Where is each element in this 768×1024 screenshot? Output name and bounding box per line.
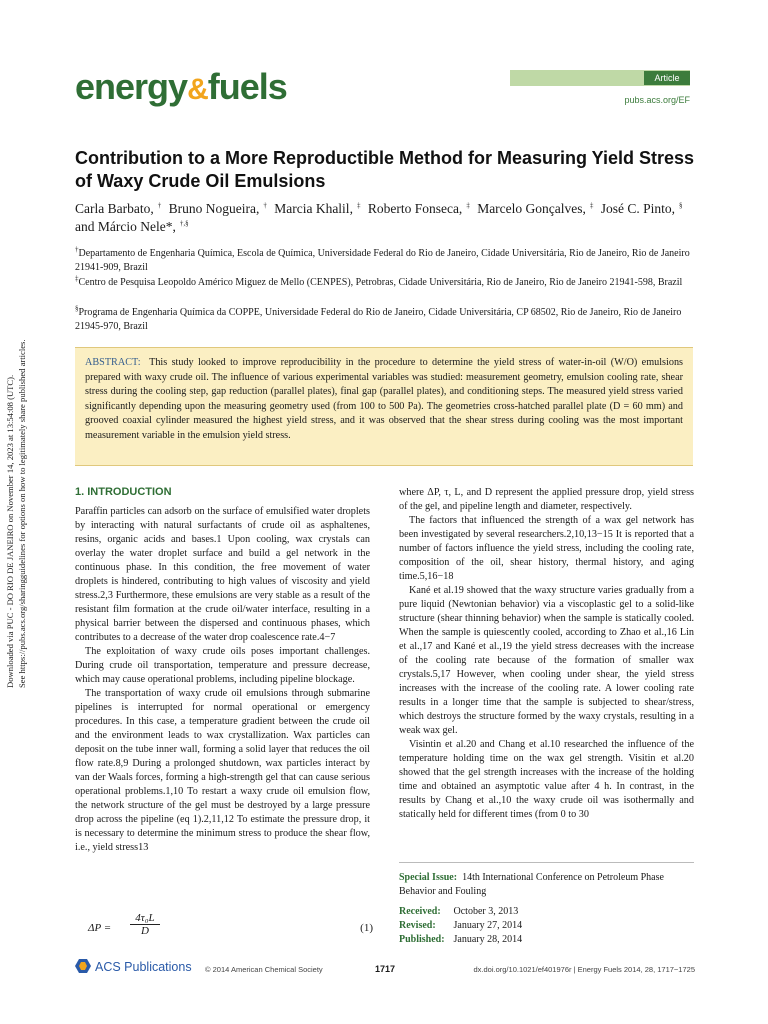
article-tag: Article — [644, 71, 690, 85]
author[interactable]: and Márcio Nele*, †,§ — [75, 219, 189, 234]
author[interactable]: Marcelo Gonçalves, ‡ — [477, 201, 594, 216]
section-heading: 1. INTRODUCTION — [75, 486, 172, 498]
date-row: Published: January 28, 2014 — [399, 934, 523, 945]
author[interactable]: Carla Barbato, † — [75, 201, 162, 216]
copyright: © 2014 American Chemical Society — [205, 965, 323, 974]
affiliation: ‡Centro de Pesquisa Leopoldo Américo Miguez de Mello (CENPES), Petrobras, Cidade Universitária, Rio de Janeiro, Rio de Janeiro 21941-598, Brazil — [75, 274, 683, 288]
abstract-text: This study looked to improve reproducibility in the procedure to determine the yield stress of water-in-oil (W/O) emulsions prepared with waxy crude oil. The influence of various experimental variables was studied: measurement geometry, emulsion cooling rate, shear stress during the cooling step, gap reduction (parallel plates), final gap (parallel plates), and conditioning steps. The measured yield stress varied significantly depending upon the measuring geometry used (from 100 to 500 Pa). The geometries cross-hatched parallel plate (D = 60 mm) and grooved coaxial cylinder measured the highest yield stress, and it was observed that the shear stress during cooling was the most important measurement variable in the emulsion yield stress. — [85, 357, 683, 441]
download-notice-line1: Downloaded via PUC - DO RIO DE JANEIRO on November 14, 2023 at 13:54:08 (UTC). — [5, 374, 15, 688]
logo-energy: energy — [75, 66, 188, 107]
author[interactable]: Bruno Nogueira, † — [168, 201, 267, 216]
download-notice — [2, 318, 28, 688]
equation-number: (1) — [360, 922, 373, 934]
journal-url[interactable]: pubs.acs.org/EF — [624, 95, 690, 105]
page-number: 1717 — [375, 964, 396, 974]
paper-title: Contribution to a More Reproductible Method for Measuring Yield Stress of Waxy Crude Oil Emulsions — [75, 148, 695, 191]
equation-1 — [88, 912, 373, 952]
abstract-label: ABSTRACT: — [85, 357, 141, 368]
left-column — [75, 505, 370, 855]
paragraph: The transportation of waxy crude oil emulsions through submarine pipelines is interrupted for normal operational or emergency procedures. In this case, a temperature gradient between the crude oil and the environment leads to wax crystallization. Wax particles can deposit on the tube inner wall, forming a solid layer that reduces the oil flow rate.8,9 During a prolonged shutdown, wax particles interact by van der Waals forces, forming a high-strength gel that can cause serious operational problems.1,10 To restart a waxy crude oil emulsion flow, the network structure of the gel must be destroyed by a large pressure drop across the pipeline (eq 1).2,11,12 To estimate the pressure drop, it is necessary to determine the minimum stress to produce the shear flow, i.e., yield stress13 — [75, 688, 370, 853]
date-row: Revised: January 27, 2014 — [399, 920, 523, 931]
affiliation: †Departamento de Engenharia Química, Escola de Química, Universidade Federal do Rio de Janeiro, Cidade Universitária, Rio de Janeiro, Rio de Janeiro 21941-909, Brazil — [75, 245, 690, 273]
special-issue-note — [399, 862, 694, 899]
paragraph: where ΔP, τ, L, and D represent the applied pressure drop, yield stress of the gel, and pipeline length and diameter, respectively. — [399, 487, 694, 512]
right-column — [399, 486, 694, 822]
logo-amp: & — [187, 73, 208, 106]
date-row: Received: October 3, 2013 — [399, 906, 519, 917]
equation-numerator: 4τ₀L — [130, 912, 160, 925]
logo-fuels: fuels — [207, 66, 287, 107]
affiliation: §Programa de Engenharia Química da COPPE, Universidade Federal do Rio de Janeiro, Cidade Universitária, CP 68502, Rio de Janeiro, Rio de Janeiro 21945-970, Brazil — [75, 304, 682, 332]
author[interactable]: Roberto Fonseca, ‡ — [367, 201, 470, 216]
special-issue-label: Special Issue: — [399, 872, 458, 883]
paragraph: Visintin et al.20 and Chang et al.10 researched the influence of the temperature holding time on the wax gel strength. Visitin et al.20 showed that the gel strength increases with the increase of the holding time and obtained an asymptotic value after 4 h. In contrast, in the results by Chang et al.,10 the waxy crude oil was isothermally and statically held for different times (from 0 to 30 — [399, 739, 694, 820]
acs-hexagon-icon — [75, 959, 91, 973]
abstract-box — [75, 347, 693, 466]
paragraph: The factors that influenced the strength of a wax gel network has been investigated by several researchers.2,10,13−15 It is reported that a number of factors influence the yield stress, including the cooling rate, composition of the oil, shear history, thermal history, and aging time.5,16−18 — [399, 515, 694, 582]
author-list — [75, 200, 695, 236]
special-issue-text: 14th International Conference on Petroleum Phase Behavior and Fouling — [399, 872, 664, 897]
page-footer — [75, 955, 695, 981]
equation-fraction — [130, 912, 160, 937]
journal-logo[interactable] — [75, 66, 287, 108]
download-notice-line2: See https://pubs.acs.org/sharingguidelines for options on how to legitimately share published articles. — [17, 339, 27, 688]
doi-citation[interactable]: dx.doi.org/10.1021/ef401976r | Energy Fuels 2014, 28, 1717−1725 — [473, 965, 695, 974]
author[interactable]: José C. Pinto, § — [600, 201, 683, 216]
publication-dates — [399, 905, 694, 947]
author[interactable]: Marcia Khalil, ‡ — [274, 201, 361, 216]
paragraph: Paraffin particles can adsorb on the surface of emulsified water droplets by interacting with natural surfactants of crude oil as asphaltenes, resins, organic acids and bases.1 Upon cooling, wax crystals can overlay the water droplet surface and build a gel network in the continuous phase. In this condition, the free movement of water droplets is hindered, contributing to high values of viscosity and yield stress.2,3 Furthermore, these emulsions are very stable as a result of the resistant film formation at the crude oil/water interface, resulting in a physical barrier between the dispersed and continuous phases, which contributes to a decrease of the water drop coalescence rate.4−7 — [75, 506, 370, 643]
paragraph: Kané et al.19 showed that the waxy structure varies gradually from a pure liquid (Newtonian behavior) via a viscoplastic gel to a solid-like structure (shear thinning behavior) when the sample is statically cooled. When the sample is quiescently cooled, according to Zhao et al.,16 Lin et al.,17 and Kané et al.,19 the yield stress decreases with the increase of the cooling rate because of the formation of smaller wax crystals.5,17 However, when cooling under shear, the yield stress increases with the increase of the cooling rate. A lower cooling rate results in a longer time that the sample is subjected to shear/stress, which destroys the structure formed by the waxy crystals, resulting in a weak wax gel. — [399, 585, 694, 736]
acs-publications-logo[interactable]: ACS Publications — [75, 959, 192, 974]
equation-lhs: ΔP = — [88, 922, 112, 934]
equation-denominator: D — [141, 925, 149, 937]
paragraph: The exploitation of waxy crude oils poses important challenges. During crude oil transportation, temperature and pressure decrease, which may cause operational problems, including pipeline blockage. — [75, 646, 370, 685]
